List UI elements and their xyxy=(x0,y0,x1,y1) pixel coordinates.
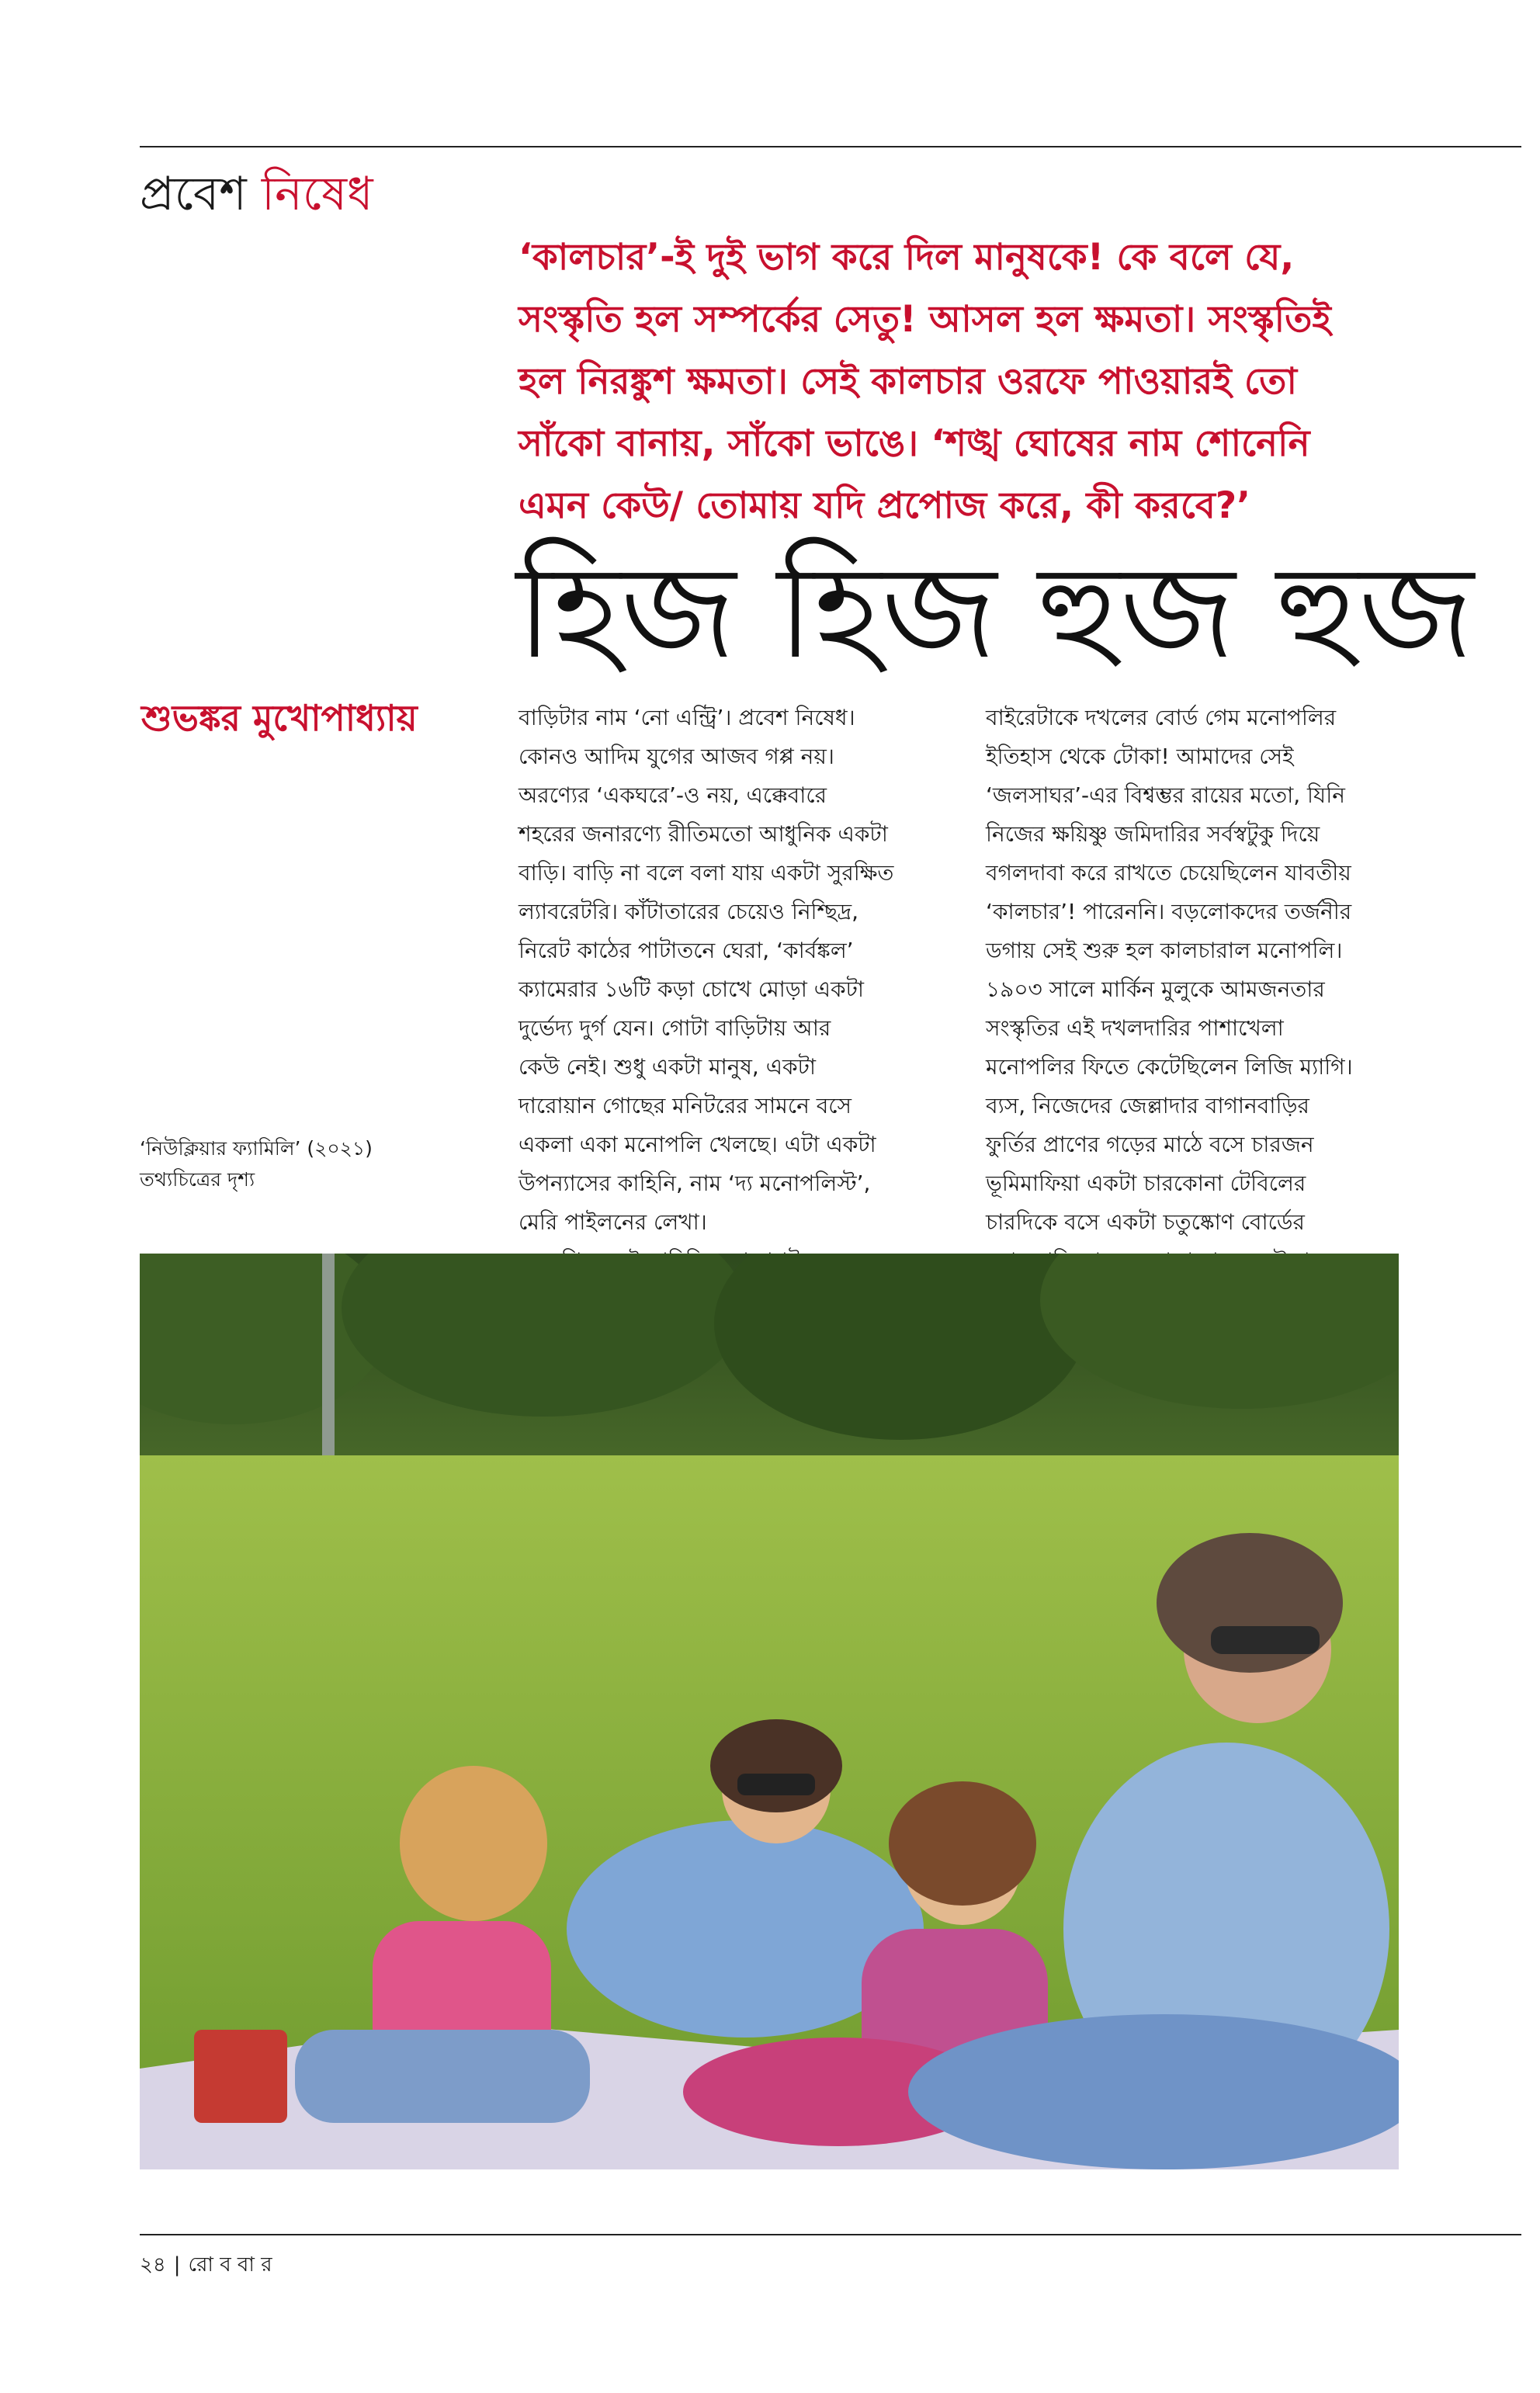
article-headline: হিজ হিজ হুজ হুজ xyxy=(516,538,1474,688)
body-line: ফুর্তির প্রাণের গড়ের মাঠে বসে চারজন xyxy=(986,1132,1314,1157)
body-line: দুর্ভেদ্য দুর্গ যেন। গোটা বাড়িটায় আর xyxy=(519,1015,831,1041)
pull-quote-line: ‘কালচার’-ই দুই ভাগ করে দিল মানুষকে! কে বলে যে, xyxy=(519,236,1295,279)
body-line: নিরেট কাঠের পাটাতনে ঘেরা, ‘কার্বঙ্কল’ xyxy=(519,938,854,963)
body-line: কোনও আদিম যুগের আজব গপ্প নয়। xyxy=(519,744,834,769)
body-line: বাইরেটাকে দখলের বোর্ড গেম মনোপলির xyxy=(986,705,1337,730)
child-middle-hair xyxy=(889,1781,1036,1906)
body-line: ব্যস, নিজেদের জেল্লাদার বাগানবাড়ির xyxy=(986,1093,1309,1118)
family-photo-illustration xyxy=(140,1254,1399,2169)
section-title-word-1: প্রবেশ xyxy=(140,167,247,221)
body-line: একলা একা মনোপলি খেলছে। এটা একটা xyxy=(519,1132,876,1157)
page-footer xyxy=(140,2249,272,2280)
body-column-2 xyxy=(986,699,1420,1281)
body-line: সংস্কৃতির এই দখলদারির পাশাখেলা xyxy=(986,1015,1284,1041)
body-line: ১৯০৩ সালে মার্কিন মুলুকে আমজনতার xyxy=(986,976,1325,1002)
page-number: ২৪ xyxy=(140,2253,166,2277)
woman-middle-hair xyxy=(710,1719,842,1812)
body-line: অরণ্যের ‘একঘরে’-ও নয়, এক্কেবারে xyxy=(519,782,827,808)
man-right-legs xyxy=(908,2014,1399,2169)
body-line: ভূমিমাফিয়া একটা চারকোনা টেবিলের xyxy=(986,1170,1306,1196)
body-line: দারোয়ান গোছের মনিটরের সামনে বসে xyxy=(519,1093,852,1118)
top-rule xyxy=(140,146,1521,147)
body-line: চারদিকে বসে একটা চতুষ্কোণ বোর্ডের xyxy=(986,1209,1305,1235)
body-line: বগলদাবা করে রাখতে চেয়েছিলেন যাবতীয় xyxy=(986,860,1351,886)
section-title xyxy=(140,163,373,225)
pull-quote-line: হল নিরঙ্কুশ ক্ষমতা। সেই কালচার ওরফে পাওয়ারই তো xyxy=(519,360,1298,403)
man-right-glasses xyxy=(1211,1626,1320,1654)
body-column-1 xyxy=(519,699,953,1281)
body-line: নিজের ক্ষয়িষ্ণু জমিদারির সর্বস্বটুকু দিয়ে xyxy=(986,821,1320,847)
body-line: মেরি পাইলনের লেখা। xyxy=(519,1209,707,1235)
lamp-post xyxy=(322,1254,335,1463)
body-line: ‘জলসাঘর’-এর বিশ্বম্ভর রায়ের মতো, যিনি xyxy=(986,782,1345,808)
body-line: বাড়িটার নাম ‘নো এন্ট্রি’। প্রবেশ নিষেধ। xyxy=(519,705,855,730)
body-line: ক্যামেরার ১৬টি কড়া চোখে মোড়া একটা xyxy=(519,976,865,1002)
author-byline: শুভঙ্কর মুখোপাধ্যায় xyxy=(141,697,418,739)
pull-quote-line: সংস্কৃতি হল সম্পর্কের সেতু! আসল হল ক্ষমতা। সংস্কৃতিই xyxy=(519,298,1331,341)
child-left-hair xyxy=(400,1766,547,1921)
body-line: মনোপলির ফিতে কেটেছিলেন লিজি ম্যাগি। xyxy=(986,1054,1353,1080)
caption-line: তথ্যচিত্রের দৃশ্য xyxy=(140,1168,255,1191)
magazine-name: রো ব বা র xyxy=(188,2253,272,2277)
body-line: বাড়ি। বাড়ি না বলে বলা যায় একটা সুরক্ষিত xyxy=(519,860,894,886)
family-photo xyxy=(140,1254,1399,2169)
photo-caption xyxy=(140,1133,419,1195)
body-line: উপন্যাসের কাহিনি, নাম ‘দ্য মনোপলিস্ট’, xyxy=(519,1170,871,1196)
body-line: ‘কালচার’! পারেননি। বড়লোকদের তর্জনীর xyxy=(986,899,1352,924)
pull-quote xyxy=(519,227,1442,537)
section-title-word-2: নিষেধ xyxy=(261,167,373,221)
snack-packet xyxy=(194,2030,287,2123)
body-line: কেউ নেই। শুধু একটা মানুষ, একটা xyxy=(519,1054,816,1080)
pull-quote-line: সাঁকো বানায়, সাঁকো ভাঙে। ‘শঙ্খ ঘোষের নাম শোনেনি xyxy=(519,422,1310,465)
body-line: ল্যাবরেটরি। কাঁটাতারের চেয়েও নিশ্ছিদ্র, xyxy=(519,899,858,924)
child-left-legs xyxy=(295,2030,590,2123)
body-line: শহরের জনারণ্যে রীতিমতো আধুনিক একটা xyxy=(519,821,888,847)
bottom-rule xyxy=(140,2234,1521,2235)
pull-quote-line: এমন কেউ/ তোমায় যদি প্রপোজ করে, কী করবে?’ xyxy=(519,484,1251,527)
caption-line: ‘নিউক্লিয়ার ফ্যামিলি’ (২০২১) xyxy=(140,1137,373,1160)
woman-middle-sunglasses xyxy=(737,1774,815,1795)
body-line: ইতিহাস থেকে টোকা! আমাদের সেই xyxy=(986,744,1294,769)
footer-separator: | xyxy=(173,2253,181,2277)
body-line: ডগায় সেই শুরু হল কালচারাল মনোপলি। xyxy=(986,938,1343,963)
